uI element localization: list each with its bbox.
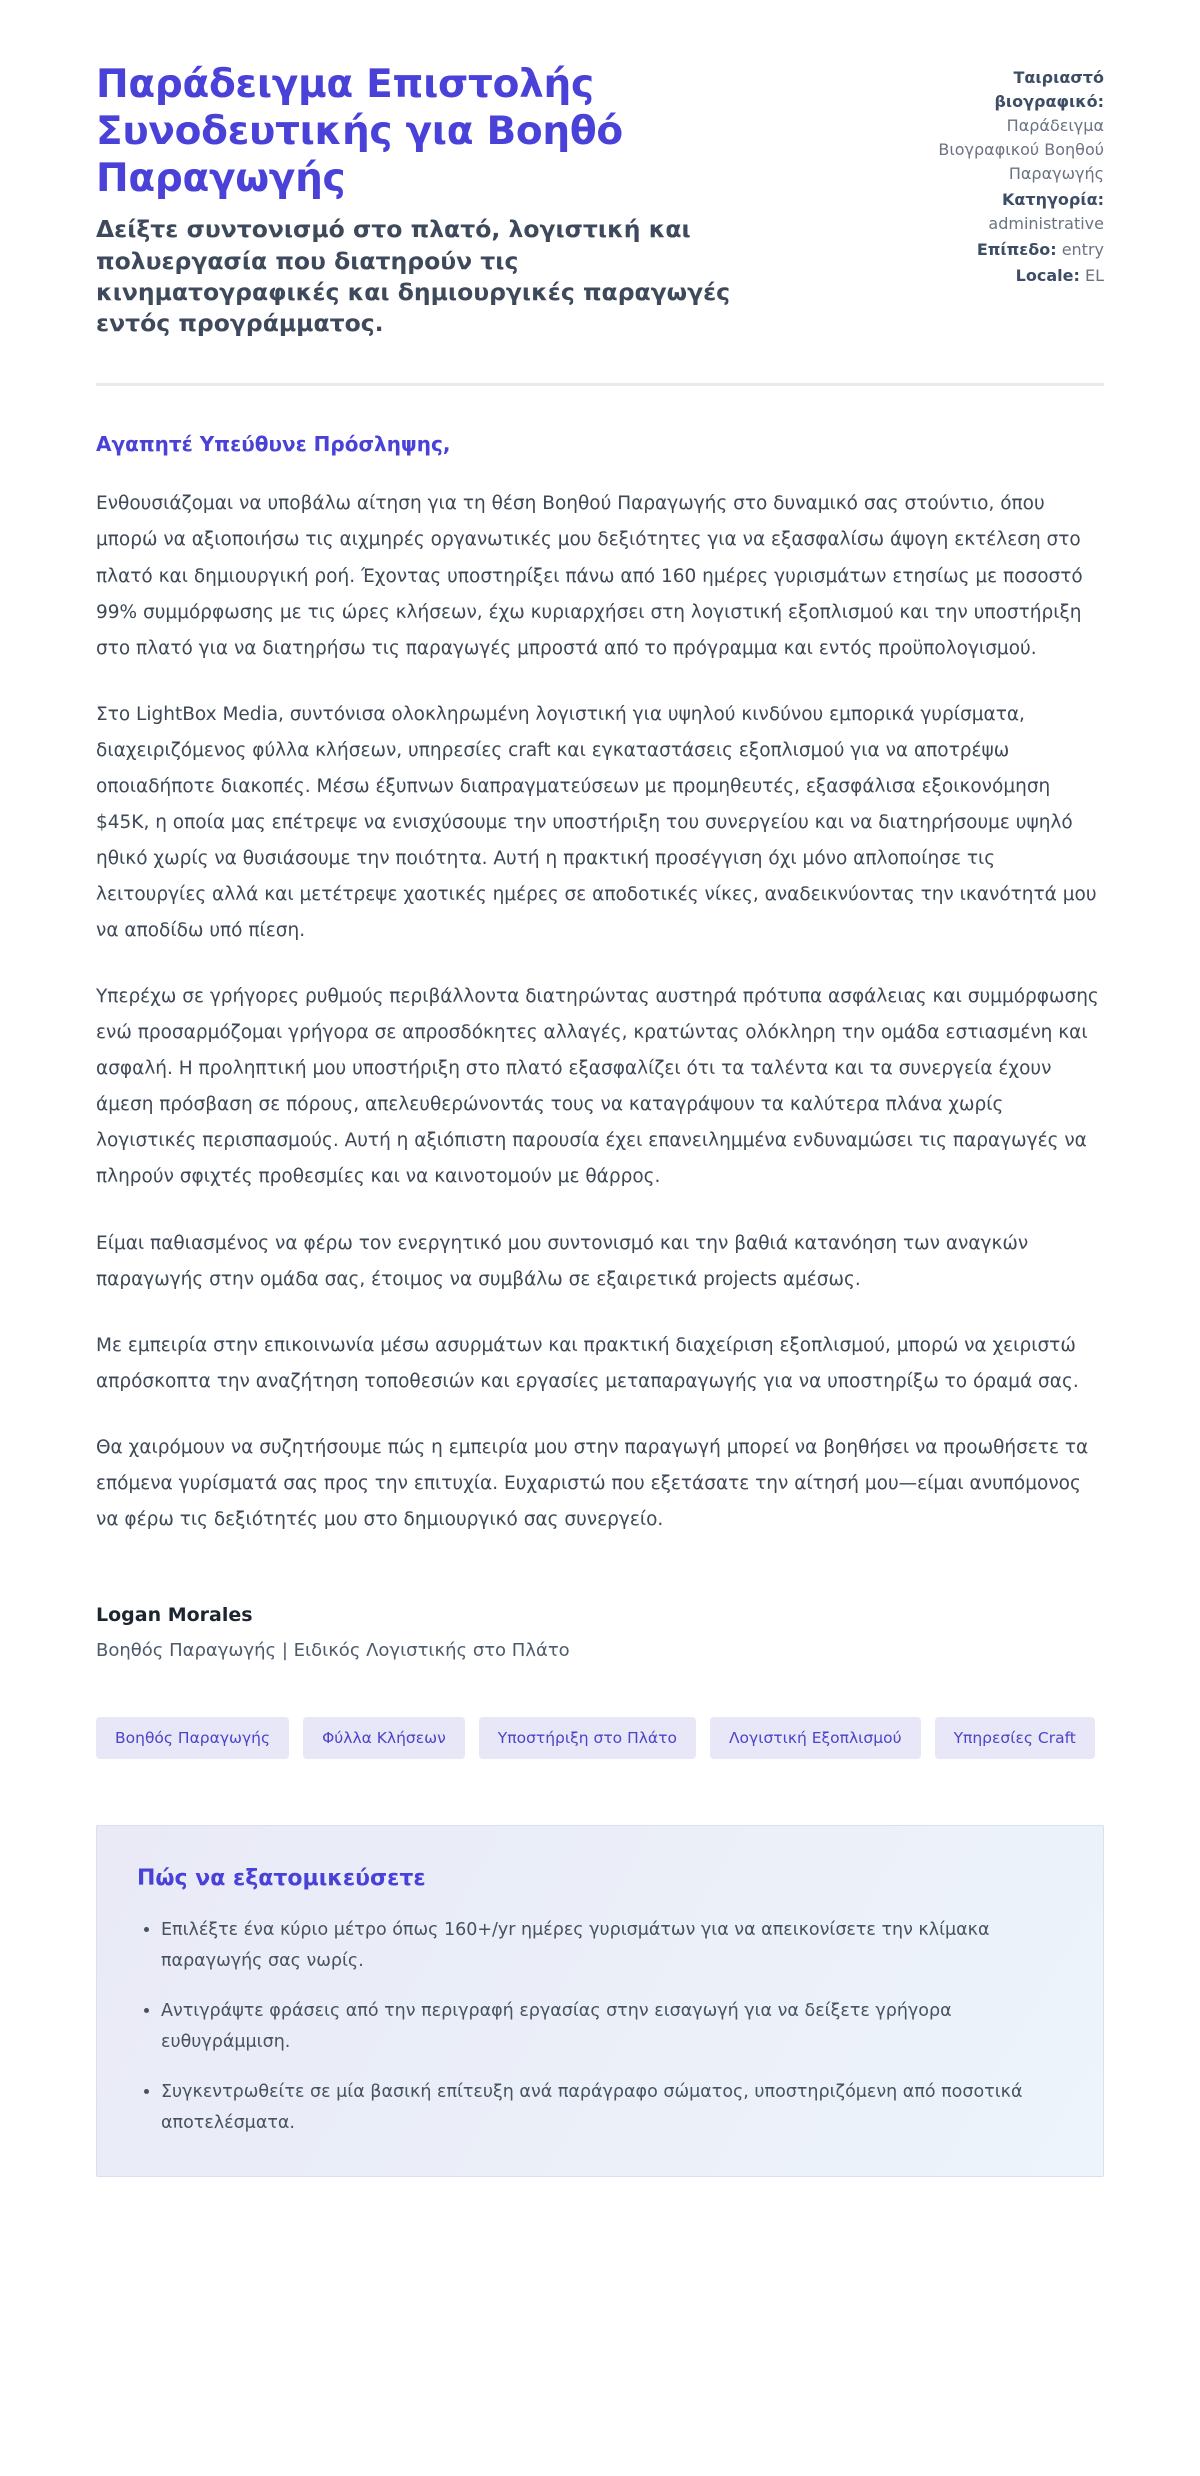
header-title-block: [96, 62, 756, 339]
tag-chip[interactable]: Υπηρεσίες Craft: [935, 1717, 1095, 1759]
meta-category-row: [904, 188, 1104, 236]
meta-locale-value: EL: [1084, 266, 1104, 285]
callout-bullet: • Συγκεντρωθείτε σε μία βασική επίτευξη ανά παράγραφο σώματος, υποστηριζόμενη από ποσοτικά αποτελέσματα.: [161, 2077, 1063, 2140]
header-divider: [96, 383, 1104, 386]
letter-paragraph: Είμαι παθιασμένος να φέρω τον ενεργητικό μου συντονισμό και την βαθιά κατανόηση των αναγκών παραγωγής στην ομάδα σας, έτοιμος να συμβάλω σε εξαιρετικά projects αμέσως.: [96, 1232, 1029, 1290]
signature-name: Logan Morales: [96, 1603, 253, 1626]
customize-callout: [96, 1825, 1104, 2177]
meta-locale-row: [904, 264, 1104, 288]
letter-paragraph: Στο LightBox Media, συντόνισα ολοκληρωμένη λογιστική για υψηλού κινδύνου εμπορικά γυρίσματα, διαχειριζόμενος φύλλα κλήσεων, υπηρεσίες craft και εγκαταστάσεις εξοπλισμού για να αποτρέψω οποιαδήποτε διακοπές. Μέσω έξυπνων διαπραγματεύσεων με προμηθευτές, εξασφάλισα εξοικονόμηση $45K, η οποία μας επέτρεψε να ενισχύσουμε την υποστήριξη του συνεργείου και να διατηρήσουμε υψηλό ηθικό χωρίς να θυσιάσουμε την ποιότητα. Αυτή η πρακτική προσέγγιση όχι μόνο απλοποίησε τις λειτουργίες αλλά και μετέτρεψε χαοτικές ημέρες σε αποδοτικές νίκες, αναδεικνύοντας την ικανότητά μου να αποδίδω υπό πίεση.: [96, 703, 1097, 942]
callout-bullet-list: [137, 1915, 1063, 2140]
tag-chip[interactable]: Λογιστική Εξοπλισμού: [710, 1717, 921, 1759]
signature-role: Βοηθός Παραγωγής | Ειδικός Λογιστικής στο Πλάτο: [96, 1639, 570, 1661]
meta-resume-row: [904, 66, 1104, 186]
meta-resume-value: Παράδειγμα Βιογραφικού Βοηθού Παραγωγής: [938, 116, 1104, 183]
callout-bullet: • Επιλέξτε ένα κύριο μέτρο όπως 160+/yr ημέρες γυρισμάτων για να απεικονίσετε την κλίμακα παραγωγής σας νωρίς.: [161, 1915, 1063, 1978]
tag-chip[interactable]: Φύλλα Κλήσεων: [303, 1717, 465, 1759]
page-subtitle: Δείξτε συντονισμό στο πλατό, λογιστική και πολυεργασία που διατηρούν τις κινηματογραφικές και δημιουργικές παραγωγές εντός προγράμματος.: [96, 215, 731, 338]
meta-category-value: administrative: [988, 214, 1104, 233]
letter-paragraph: Με εμπειρία στην επικοινωνία μέσω ασυρμάτων και πρακτική διαχείριση εξοπλισμού, μπορώ να χειριστώ απρόσκοπτα την αναζήτηση τοποθεσιών και εργασίες μεταπαραγωγής για να υποστηρίξω το όραμά σας.: [96, 1334, 1079, 1392]
skill-tags: [96, 1717, 1104, 1759]
callout-bullet: • Αντιγράψτε φράσεις από την περιγραφή εργασίας στην εισαγωγή για να δείξετε γρήγορα ευθυγράμμιση.: [161, 1996, 1063, 2059]
page-header: [96, 62, 1104, 339]
signature-block: [96, 1604, 1104, 1661]
meta-level-label: Επίπεδο:: [976, 240, 1057, 259]
meta-resume-label: Ταιριαστό βιογραφικό:: [994, 68, 1104, 111]
document-meta: [904, 62, 1104, 290]
meta-level-row: [904, 238, 1104, 262]
letter-greeting: Αγαπητέ Υπεύθυνε Πρόσληψης,: [96, 432, 451, 457]
meta-locale-label: Locale:: [1015, 266, 1080, 285]
page-title: Παράδειγμα Επιστολής Συνοδευτικής για Βοηθό Παραγωγής: [96, 62, 623, 201]
meta-category-label: Κατηγορία:: [1002, 190, 1104, 209]
page-container: [96, 0, 1104, 2177]
meta-level-value: entry: [1061, 240, 1104, 259]
tag-chip[interactable]: Υποστήριξη στο Πλάτο: [479, 1717, 696, 1759]
letter-paragraph: Ενθουσιάζομαι να υποβάλω αίτηση για τη θέση Βοηθού Παραγωγής στο δυναμικό σας στούντιο, όπου μπορώ να αξιοποιήσω τις αιχμηρές οργανωτικές μου δεξιότητες για να εξασφαλίσω άψογη εκτέλεση στο πλατό και δημιουργική ροή. Έχοντας υποστηρίξει πάνω από 160 ημέρες γυρισμάτων ετησίως με ποσοστό 99% συμμόρφωσης με τις ώρες κλήσεων, έχω κυριαρχήσει στη λογιστική εξοπλισμού και την υποστήριξη στο πλατό για να διατηρήσω τις παραγωγές μπροστά από το πρόγραμμα και εντός προϋπολογισμού.: [96, 493, 1083, 659]
letter-paragraphs: [96, 486, 1104, 1538]
cover-letter-body: [96, 432, 1104, 1538]
tag-chip[interactable]: Βοηθός Παραγωγής: [96, 1717, 289, 1759]
letter-paragraph: Υπερέχω σε γρήγορες ρυθμούς περιβάλλοντα διατηρώντας αυστηρά πρότυπα ασφάλειας και συμμόρφωσης ενώ προσαρμόζομαι γρήγορα σε απροσδόκητες αλλαγές, κρατώντας ολόκληρη την ομάδα εστιασμένη και ασφαλή. Η προληπτική μου υποστήριξη στο πλατό εξασφαλίζει ότι τα ταλέντα και τα συνεργεία έχουν άμεση πρόσβαση σε πόρους, απελευθερώνοντάς τους να καταγράψουν τα καλύτερα πλάνα χωρίς λογιστικές περισπασμούς. Αυτή η αξιόπιστη παρουσία έχει επανειλημμένα ενδυναμώσει τις παραγωγές να πληρούν σφιχτές προθεσμίες και να καινοτομούν με θάρρος.: [96, 986, 1099, 1188]
letter-paragraph: Θα χαιρόμουν να συζητήσουμε πώς η εμπειρία μου στην παραγωγή μπορεί να βοηθήσει να προωθήσετε τα επόμενα γυρίσματά σας προς την επιτυχία. Ευχαριστώ που εξετάσατε την αίτησή μου—είμαι ανυπόμονος να φέρω τις δεξιότητές μου στο δημιουργικό σας συνεργείο.: [96, 1436, 1089, 1530]
callout-title: Πώς να εξατομικεύσετε: [137, 1865, 426, 1891]
